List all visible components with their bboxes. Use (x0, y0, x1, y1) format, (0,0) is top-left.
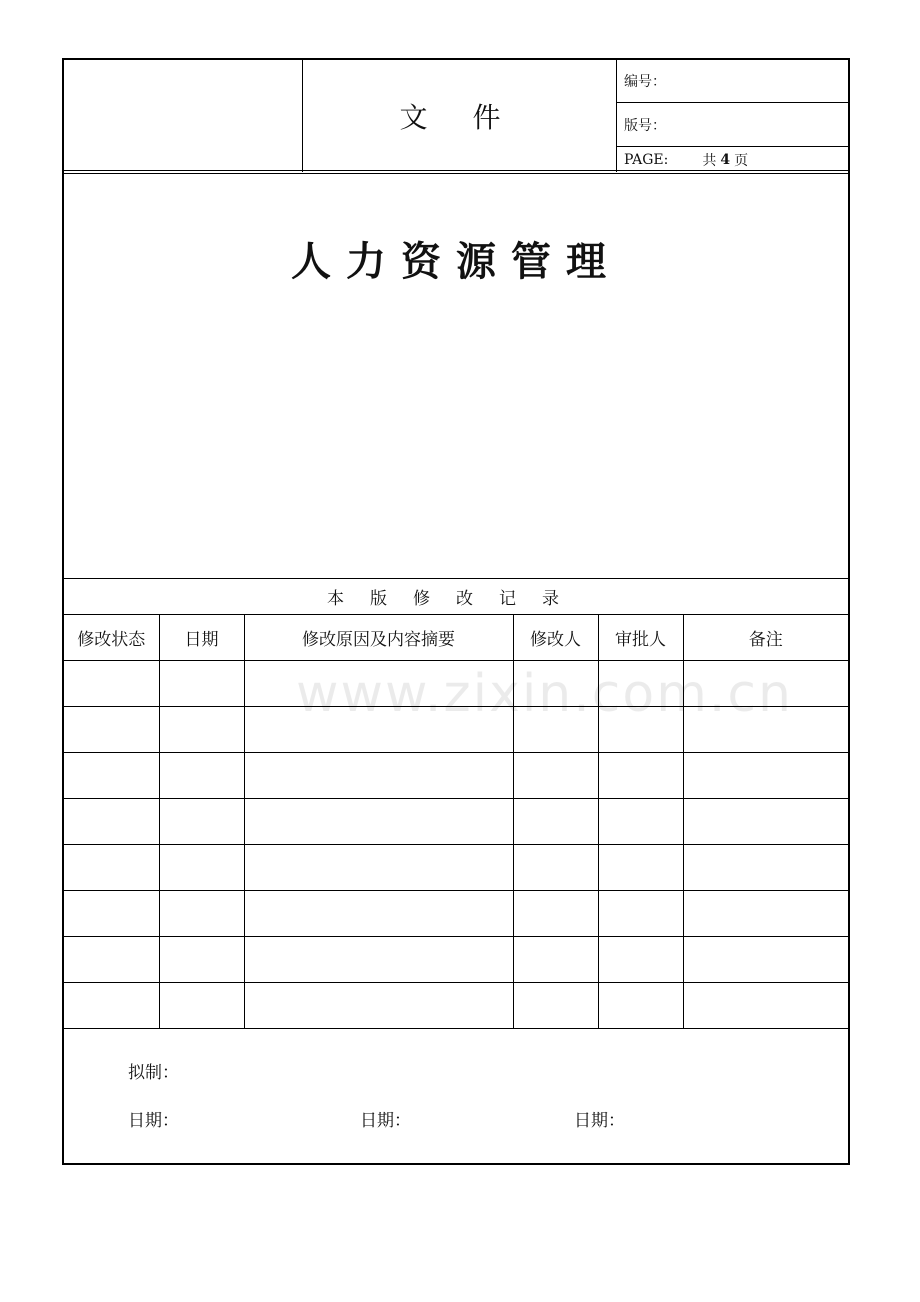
header-divider (616, 60, 617, 172)
page-total-value: 4 (720, 151, 731, 168)
header-bottom-rule (64, 170, 848, 171)
table-cell[interactable] (683, 983, 848, 1029)
date-label: 日期： (360, 1111, 411, 1131)
table-row (64, 891, 848, 937)
table-cell[interactable] (159, 707, 244, 753)
table-cell[interactable] (513, 845, 598, 891)
document-title: 人力资源管理 (291, 238, 621, 285)
table-cell[interactable] (159, 983, 244, 1029)
table-cell[interactable] (159, 799, 244, 845)
table-cell[interactable] (513, 753, 598, 799)
document-number-field[interactable] (624, 60, 666, 102)
table-cell[interactable] (64, 845, 159, 891)
column-header: 修改人 (513, 615, 598, 661)
table-cell[interactable] (598, 753, 683, 799)
table-cell[interactable] (513, 707, 598, 753)
table-cell[interactable] (683, 891, 848, 937)
column-header: 审批人 (598, 615, 683, 661)
table-cell[interactable] (683, 845, 848, 891)
table-cell[interactable] (598, 799, 683, 845)
table-cell[interactable] (683, 661, 848, 707)
table-cell[interactable] (64, 983, 159, 1029)
column-header: 日期 (159, 615, 244, 661)
revision-table (64, 614, 848, 1029)
table-cell[interactable] (244, 799, 513, 845)
version-number-field[interactable] (624, 103, 666, 146)
table-cell[interactable] (244, 891, 513, 937)
column-header: 备注 (683, 615, 848, 661)
table-cell[interactable] (159, 937, 244, 983)
table-row (64, 707, 848, 753)
watermark-text: www.zixin.com.cn (296, 664, 793, 724)
table-cell[interactable] (683, 799, 848, 845)
table-cell[interactable] (598, 983, 683, 1029)
table-cell[interactable] (64, 753, 159, 799)
table-cell[interactable] (598, 937, 683, 983)
drafted-by-label: 拟制： (128, 1063, 179, 1083)
table-row (64, 753, 848, 799)
revision-caption: 本版修改记录 (327, 588, 585, 609)
table-cell[interactable] (64, 799, 159, 845)
table-cell[interactable] (64, 661, 159, 707)
table-cell[interactable] (64, 891, 159, 937)
table-cell[interactable] (244, 753, 513, 799)
date-label: 日期： (574, 1111, 625, 1131)
table-cell[interactable] (598, 661, 683, 707)
table-cell[interactable] (513, 937, 598, 983)
table-row (64, 661, 848, 707)
table-row (64, 983, 848, 1029)
table-row (64, 937, 848, 983)
page-total-suffix: 页 (734, 152, 749, 169)
page-count-field (624, 147, 748, 172)
table-cell[interactable] (159, 891, 244, 937)
table-cell[interactable] (244, 983, 513, 1029)
table-cell[interactable] (683, 937, 848, 983)
table-cell[interactable] (598, 891, 683, 937)
table-cell[interactable] (598, 845, 683, 891)
table-cell[interactable] (513, 799, 598, 845)
table-cell[interactable] (244, 661, 513, 707)
header-bottom-rule (64, 173, 848, 174)
table-cell[interactable] (683, 707, 848, 753)
column-header: 修改原因及内容摘要 (244, 615, 513, 661)
document-frame (62, 58, 850, 1165)
document-number-label: 编号： (624, 74, 666, 90)
page-total-prefix: 共 (702, 152, 717, 169)
table-cell[interactable] (244, 707, 513, 753)
table-cell[interactable] (159, 753, 244, 799)
version-number-label: 版号： (624, 117, 666, 134)
revision-header-row (64, 615, 848, 661)
table-cell[interactable] (244, 845, 513, 891)
column-header: 修改状态 (64, 615, 159, 661)
page-label: PAGE: (624, 151, 669, 168)
table-cell[interactable] (598, 707, 683, 753)
table-cell[interactable] (244, 937, 513, 983)
document-type-label: 文 件 (399, 101, 519, 134)
table-cell[interactable] (513, 983, 598, 1029)
date-label: 日期： (128, 1111, 179, 1131)
table-cell[interactable] (513, 891, 598, 937)
table-cell[interactable] (513, 661, 598, 707)
table-cell[interactable] (159, 845, 244, 891)
document-header (64, 60, 848, 172)
table-cell[interactable] (159, 661, 244, 707)
table-row (64, 845, 848, 891)
table-cell[interactable] (64, 707, 159, 753)
table-cell[interactable] (64, 937, 159, 983)
table-cell[interactable] (683, 753, 848, 799)
table-row (64, 799, 848, 845)
